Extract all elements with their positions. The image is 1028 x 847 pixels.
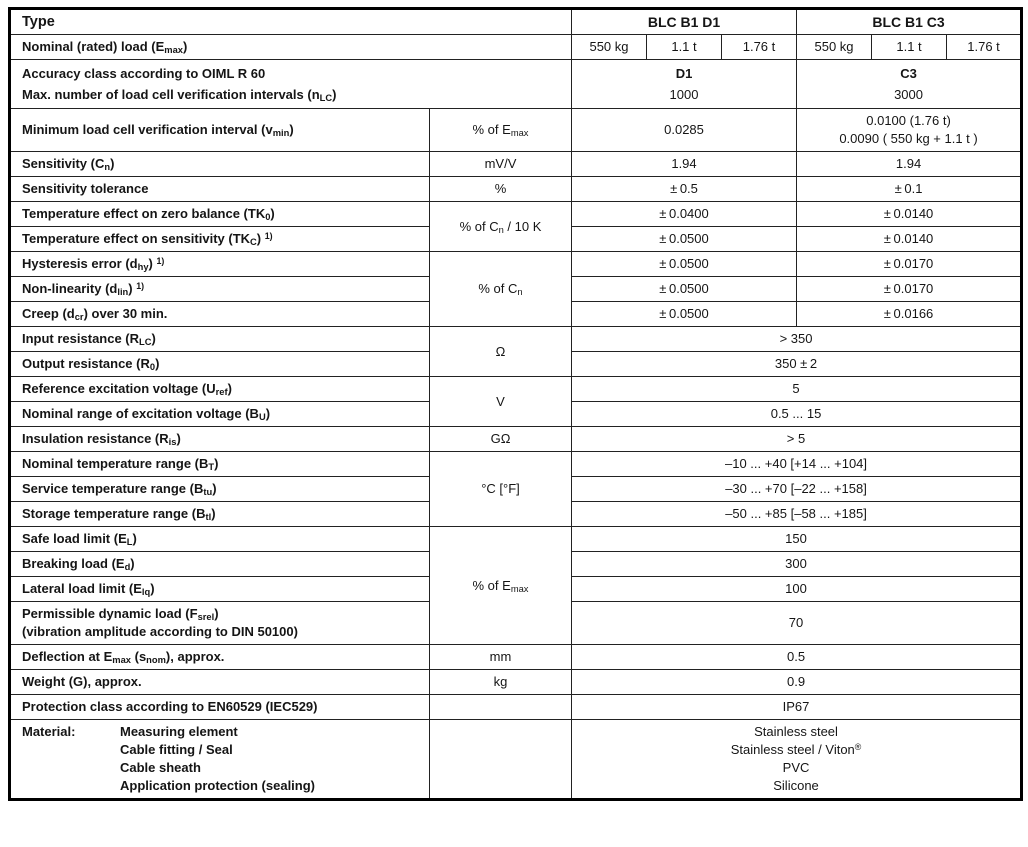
- row-reference-voltage: [10, 377, 1022, 402]
- verification-interval-unit: % of $E_{max}$: [430, 109, 572, 152]
- material-value: Stainless steel Stainless steel / Viton® PVC Silicone: [572, 720, 1022, 800]
- material-items: Measuring element Cable fitting / Seal Cable sheath Application protection (sealing): [120, 724, 316, 793]
- voltage-unit: V: [430, 377, 572, 427]
- insulation-resistance-label: Insulation resistance $(R_{is})$: [10, 427, 430, 452]
- creep-label: Creep $(d_{cr})$ over 30 min.: [10, 302, 430, 327]
- nominal-load-c3-550: 550 kg: [797, 35, 872, 60]
- row-weight: [10, 670, 1022, 695]
- temp-storage-label: Storage temperature range $(B_{tl})$: [10, 502, 430, 527]
- output-resistance-label: Output resistance $(R_0)$: [10, 352, 430, 377]
- temperature-unit: °C [°F]: [430, 452, 572, 527]
- accuracy-d1-class: D1: [675, 66, 693, 81]
- row-protection-class: [10, 695, 1022, 720]
- weight-label: Weight (G), approx.: [10, 670, 430, 695]
- row-accuracy-class: [10, 60, 1022, 109]
- reference-voltage-value: 5: [572, 377, 1022, 402]
- verification-interval-c3-value: 0.0100 (1.76 t) 0.0090 ( 550 kg + 1.1 t ): [797, 109, 1022, 152]
- deflection-label: Deflection at $E_{max}$ $(s_{nom})$, approx.: [10, 645, 430, 670]
- hysteresis-c3-value: ± 0.0170: [797, 252, 1022, 277]
- protection-class-unit-empty: [430, 695, 572, 720]
- lateral-load-value: 100: [572, 577, 1022, 602]
- input-resistance-value: > 350: [572, 327, 1022, 352]
- weight-unit: kg: [430, 670, 572, 695]
- material-unit-empty: [430, 720, 572, 800]
- temp-effect-sensitivity-d1-value: ± 0.0500: [572, 227, 797, 252]
- creep-c3-value: ± 0.0166: [797, 302, 1022, 327]
- input-resistance-label: Input resistance $(R_{LC})$: [10, 327, 430, 352]
- temp-service-label: Service temperature range $(B_{tu})$: [10, 477, 430, 502]
- row-temp-effect-zero: [10, 202, 1022, 227]
- temp-effect-unit: % of $C_n / 10$ K: [430, 202, 572, 252]
- temp-storage-value: –50 ... +85 [–58 ... +185]: [572, 502, 1022, 527]
- verification-interval-label: Minimum load cell verification interval $(v_{min})$: [10, 109, 430, 152]
- insulation-resistance-value: > 5: [572, 427, 1022, 452]
- row-type-header: [10, 9, 1022, 35]
- resistance-unit: Ω: [430, 327, 572, 377]
- nonlinearity-d1-value: ± 0.0500: [572, 277, 797, 302]
- nonlinearity-c3-value: ± 0.0170: [797, 277, 1022, 302]
- protection-class-value: IP67: [572, 695, 1022, 720]
- sensitivity-d1-value: 1.94: [572, 152, 797, 177]
- temp-service-value: –30 ... +70 [–22 ... +158]: [572, 477, 1022, 502]
- output-resistance-value: 350 ± 2: [572, 352, 1022, 377]
- excitation-range-label: Nominal range of excitation voltage $(B_U)$: [10, 402, 430, 427]
- creep-d1-value: ± 0.0500: [572, 302, 797, 327]
- sensitivity-unit: mV/V: [430, 152, 572, 177]
- sensitivity-c3-value: 1.94: [797, 152, 1022, 177]
- accuracy-class-label: Accuracy class according to OIML R 60 Max. number of load cell verification intervals $(n_{LC})$: [10, 60, 572, 109]
- row-sensitivity: [10, 152, 1022, 177]
- deflection-unit: mm: [430, 645, 572, 670]
- safe-load-label: Safe load limit $(E_L)$: [10, 527, 430, 552]
- row-verification-interval: [10, 109, 1022, 152]
- temp-nominal-label: Nominal temperature range $(B_T)$: [10, 452, 430, 477]
- row-material: [10, 720, 1022, 800]
- row-safe-load: [10, 527, 1022, 552]
- nominal-load-d1-550: 550 kg: [572, 35, 647, 60]
- sensitivity-label: Sensitivity $(C_n)$: [10, 152, 430, 177]
- dynamic-load-label: Permissible dynamic load $(F_{srel})$ (vibration amplitude according to DIN 50100): [10, 602, 430, 645]
- row-temp-nominal: [10, 452, 1022, 477]
- temp-effect-zero-label: Temperature effect on zero balance $(TK_0)$: [10, 202, 430, 227]
- reference-voltage-label: Reference excitation voltage $(U_{ref})$: [10, 377, 430, 402]
- sensitivity-tolerance-c3-value: ± 0.1: [797, 177, 1022, 202]
- deflection-value: 0.5: [572, 645, 1022, 670]
- breaking-load-value: 300: [572, 552, 1022, 577]
- row-nominal-load: [10, 35, 1022, 60]
- row-hysteresis: [10, 252, 1022, 277]
- group-header-d1: BLC B1 D1: [572, 9, 797, 35]
- temp-nominal-value: –10 ... +40 [+14 ... +104]: [572, 452, 1022, 477]
- accuracy-d1-intervals: 1000: [669, 87, 699, 102]
- weight-value: 0.9: [572, 670, 1022, 695]
- row-sensitivity-tolerance: [10, 177, 1022, 202]
- row-deflection: [10, 645, 1022, 670]
- verification-interval-d1-value: 0.0285: [572, 109, 797, 152]
- temp-effect-sensitivity-label: Temperature effect on sensitivity $(TK_C)$ $^{1)}$: [10, 227, 430, 252]
- nominal-load-d1-1t1: 1.1 t: [647, 35, 722, 60]
- temp-effect-zero-c3-value: ± 0.0140: [797, 202, 1022, 227]
- sensitivity-tolerance-d1-value: ± 0.5: [572, 177, 797, 202]
- accuracy-c3-intervals: 3000: [894, 87, 923, 102]
- nominal-load-c3-1t76: 1.76 t: [947, 35, 1022, 60]
- type-header-label: Type: [10, 9, 572, 35]
- nominal-load-label: Nominal (rated) load $(E_{max})$: [10, 35, 572, 60]
- nominal-load-c3-1t1: 1.1 t: [872, 35, 947, 60]
- hysteresis-d1-value: ± 0.0500: [572, 252, 797, 277]
- row-input-resistance: [10, 327, 1022, 352]
- spec-table: [8, 7, 1023, 801]
- temp-effect-zero-d1-value: ± 0.0400: [572, 202, 797, 227]
- sensitivity-tolerance-unit: %: [430, 177, 572, 202]
- relative-error-unit: % of $C_n$: [430, 252, 572, 327]
- breaking-load-label: Breaking load $(E_d)$: [10, 552, 430, 577]
- material-label: Material:: [22, 724, 76, 739]
- insulation-resistance-unit: GΩ: [430, 427, 572, 452]
- load-limit-unit: % of $E_{max}$: [430, 527, 572, 645]
- group-header-c3: BLC B1 C3: [797, 9, 1022, 35]
- hysteresis-label: Hysteresis error $(d_{hy})$ $^{1)}$: [10, 252, 430, 277]
- row-insulation-resistance: [10, 427, 1022, 452]
- accuracy-class-c3-value: [797, 60, 1022, 109]
- protection-class-label: Protection class according to EN60529 (IEC529): [10, 695, 430, 720]
- accuracy-c3-class: C3: [900, 66, 917, 81]
- nonlinearity-label: Non-linearity $(d_{lin})$ $^{1)}$: [10, 277, 430, 302]
- accuracy-class-d1-value: [572, 60, 797, 109]
- dynamic-load-value: 70: [572, 602, 1022, 645]
- temp-effect-sensitivity-c3-value: ± 0.0140: [797, 227, 1022, 252]
- material-label-cell: [10, 720, 430, 800]
- sensitivity-tolerance-label: Sensitivity tolerance: [10, 177, 430, 202]
- excitation-range-value: 0.5 ... 15: [572, 402, 1022, 427]
- lateral-load-label: Lateral load limit $(E_{lq})$: [10, 577, 430, 602]
- safe-load-value: 150: [572, 527, 1022, 552]
- nominal-load-d1-1t76: 1.76 t: [722, 35, 797, 60]
